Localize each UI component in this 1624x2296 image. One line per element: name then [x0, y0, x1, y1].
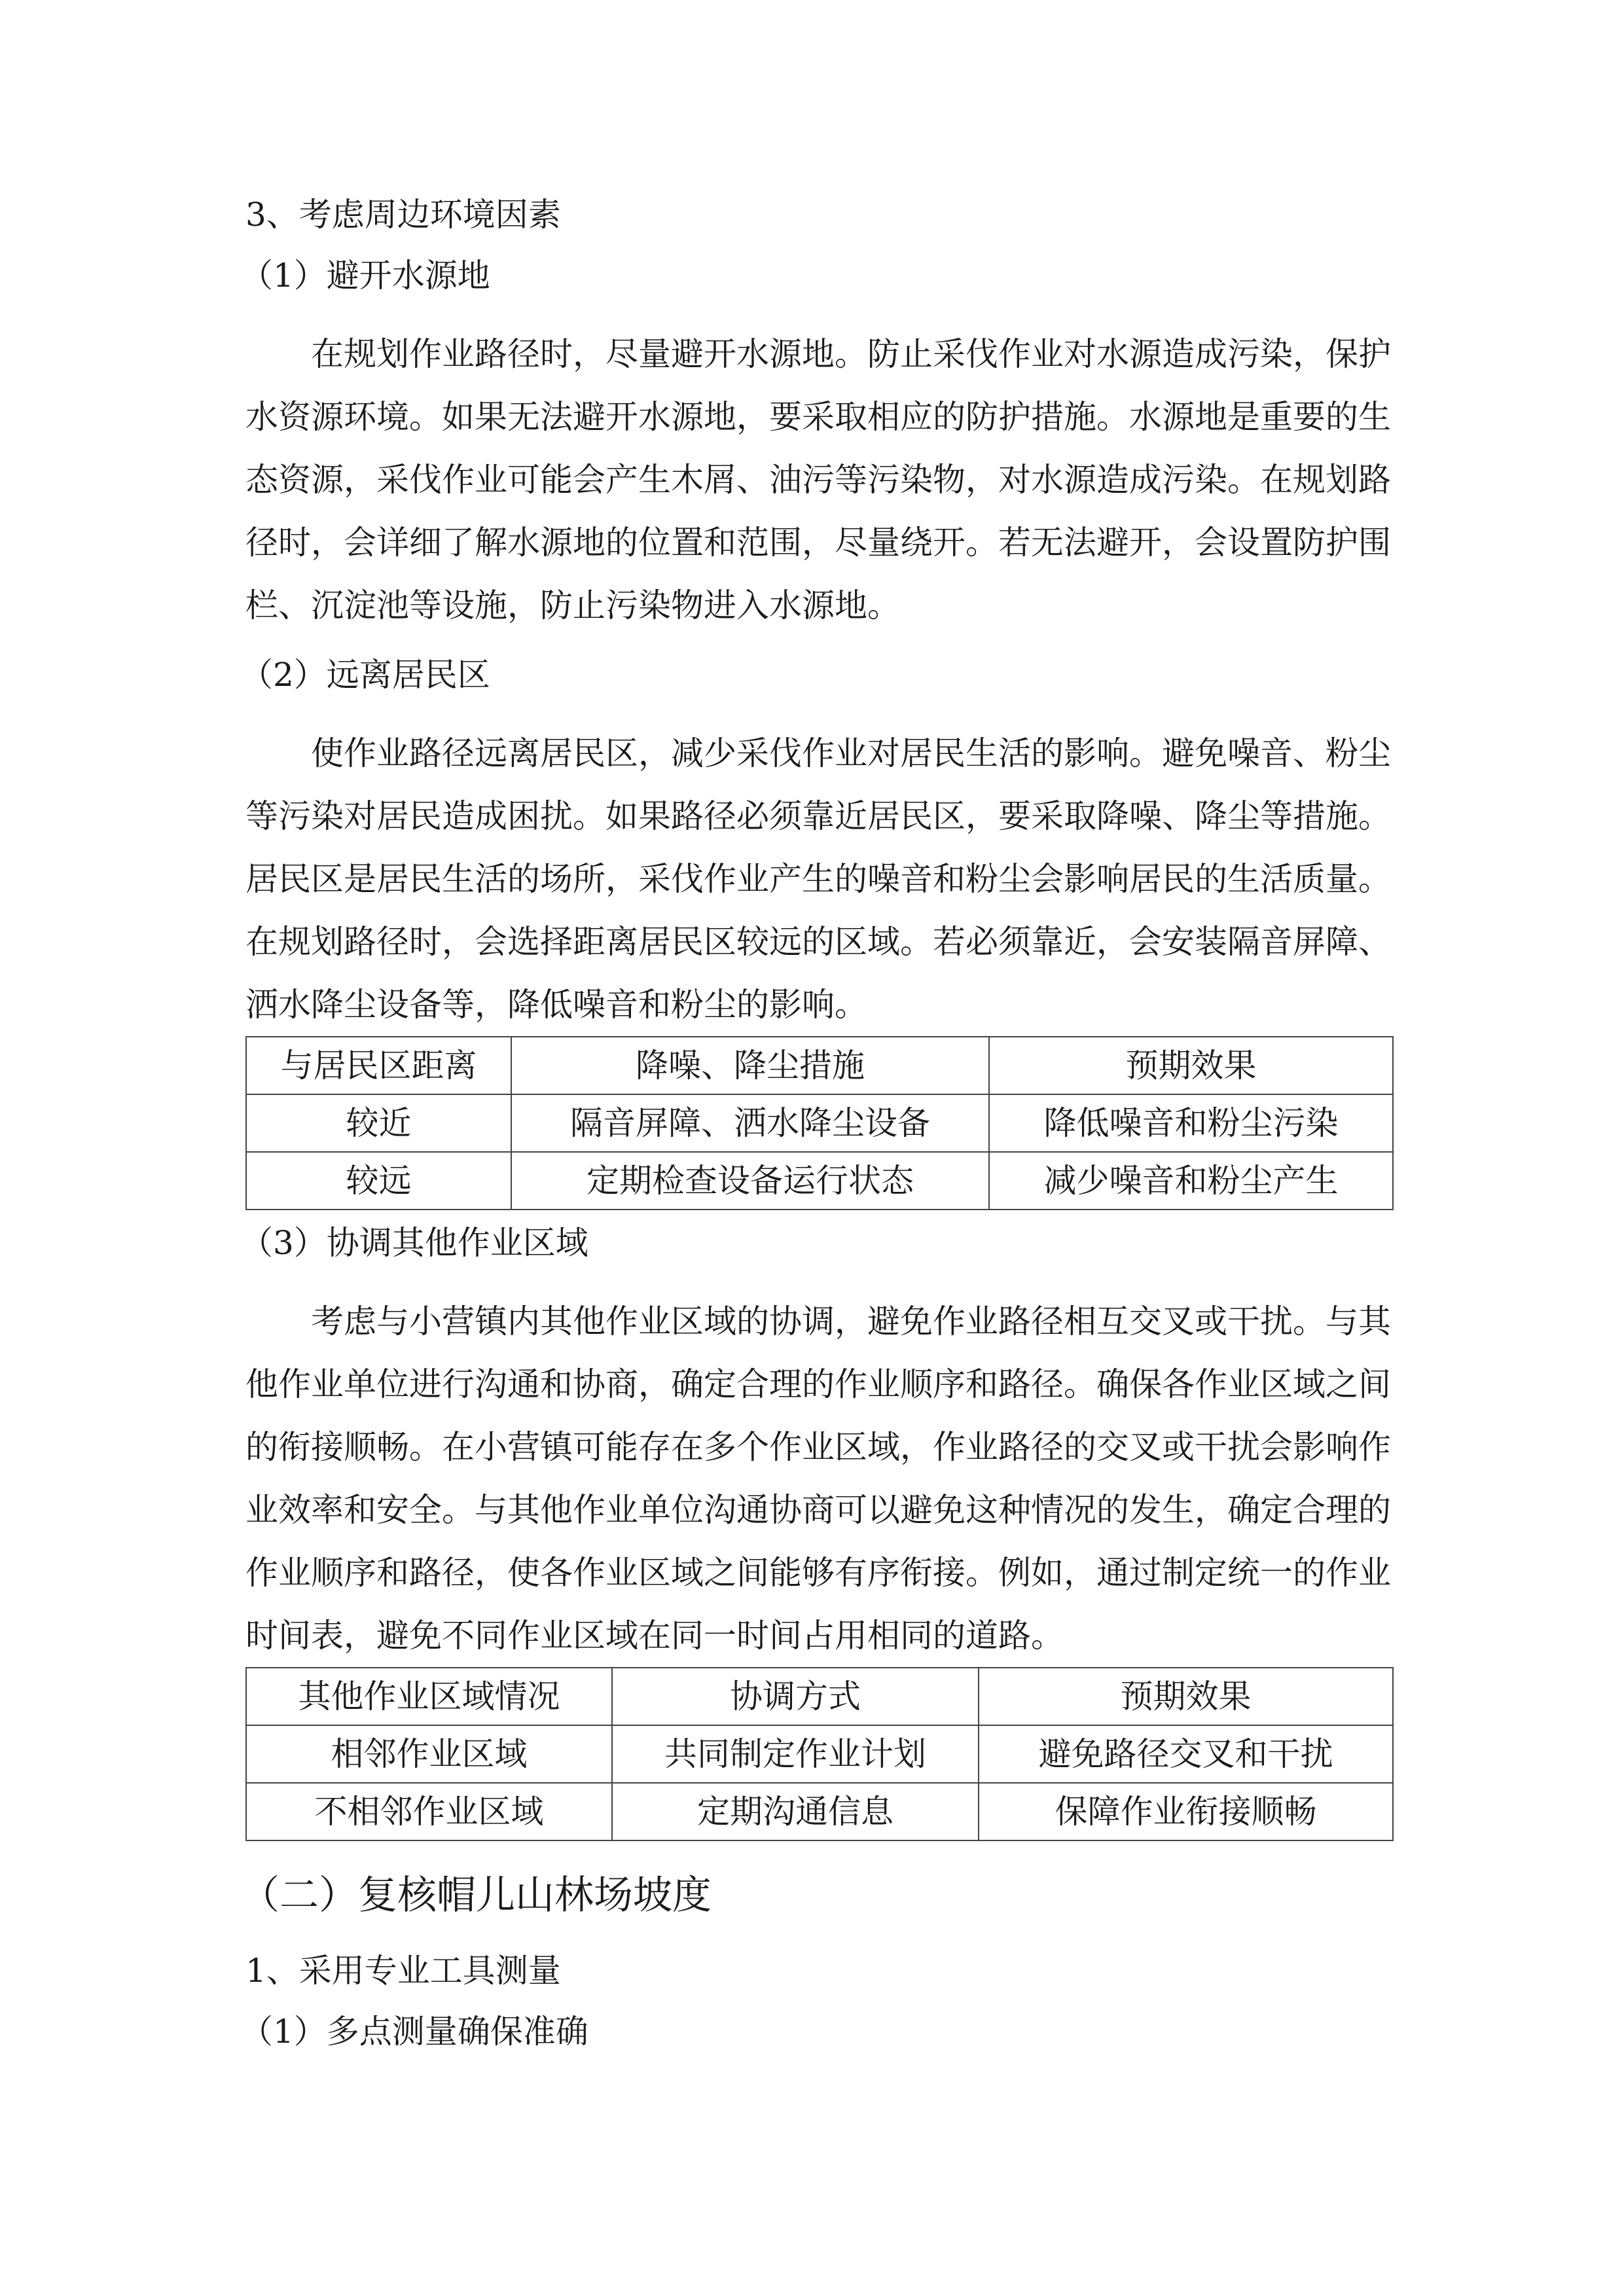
table-row [246, 1725, 1393, 1783]
table-header-cell: 与居民区距离 [246, 1037, 511, 1094]
subheading-professional-tools: 1、采用专业工具测量 [245, 1952, 561, 1990]
subheading-coordinate-areas: （3）协调其他作业区域 [240, 1224, 588, 1262]
table-header-cell: 协调方式 [612, 1668, 979, 1725]
table-cell: 保障作业衔接顺畅 [979, 1783, 1393, 1840]
table-header-cell: 降噪、降尘措施 [511, 1037, 989, 1094]
paragraph-coordinate-areas: 考虑与小营镇内其他作业区域的协调，避免作业路径相互交叉或干扰。与其他作业单位进行沟通和协商，确定合理的作业顺序和路径。确保各作业区域之间的衔接顺畅。在小营镇可能存在多个作业区域，作业路径的交叉或干扰会影响作业效率和安全。与其他作业单位沟通协商可以避免这种情况的发生，确定合理的作业顺序和路径，使各作业区域之间能够有序衔接。例如，通过制定统一的作业时间表，避免不同作业区域在同一时间占用相同的道路。 [245, 1302, 1391, 1655]
table-row [246, 1783, 1393, 1840]
table-cell: 共同制定作业计划 [612, 1725, 979, 1783]
table-header-cell: 其他作业区域情况 [246, 1668, 612, 1725]
table-cell: 定期检查设备运行状态 [511, 1152, 989, 1210]
paragraph-water-source: 在规划作业路径时，尽量避开水源地。防止采伐作业对水源造成污染，保护水资源环境。如果无法避开水源地，要采取相应的防护措施。水源地是重要的生态资源，采伐作业可能会产生木屑、油污等污染物，对水源造成污染。在规划路径时，会详细了解水源地的位置和范围，尽量绕开。若无法避开，会设置防护围栏、沉淀池等设施，防止污染物进入水源地。 [245, 335, 1391, 624]
table-cell: 降低噪音和粉尘污染 [989, 1094, 1393, 1152]
table-cell: 避免路径交叉和干扰 [979, 1725, 1393, 1783]
table-cell: 减少噪音和粉尘产生 [989, 1152, 1393, 1210]
section-heading-slope-review: （二）复核帽儿山林场坡度 [240, 1873, 712, 1918]
table-header-row [246, 1037, 1393, 1094]
table-row [246, 1152, 1393, 1210]
document-page [240, 196, 1391, 2051]
table-coordination [245, 1667, 1394, 1841]
table-header-cell: 预期效果 [989, 1037, 1393, 1094]
table-header-row [246, 1668, 1393, 1725]
paragraph-residential: 使作业路径远离居民区，减少采伐作业对居民生活的影响。避免噪音、粉尘等污染对居民造成困扰。如果路径必须靠近居民区，要采取降噪、降尘等措施。居民区是居民生活的场所，采伐作业产生的噪音和粉尘会影响居民的生活质量。在规划路径时，会选择距离居民区较远的区域。若必须靠近，会安装隔音屏障、洒水降尘设备等，降低噪音和粉尘的影响。 [245, 734, 1391, 1024]
table-cell: 隔音屏障、洒水降尘设备 [511, 1094, 989, 1152]
subheading-water-source: （1）避开水源地 [240, 257, 490, 295]
table-cell: 较远 [246, 1152, 511, 1210]
table-header-cell: 预期效果 [979, 1668, 1393, 1725]
table-cell: 定期沟通信息 [612, 1783, 979, 1840]
table-cell: 较近 [246, 1094, 511, 1152]
table-cell: 相邻作业区域 [246, 1725, 612, 1783]
table-cell: 不相邻作业区域 [246, 1783, 612, 1840]
item-multi-point-measurement: （1）多点测量确保准确 [240, 2013, 588, 2051]
table-row [246, 1094, 1393, 1152]
table-residential-measures [245, 1036, 1394, 1210]
section-heading-environment: 3、考虑周边环境因素 [245, 196, 561, 234]
subheading-residential: （2）远离居民区 [240, 656, 490, 694]
